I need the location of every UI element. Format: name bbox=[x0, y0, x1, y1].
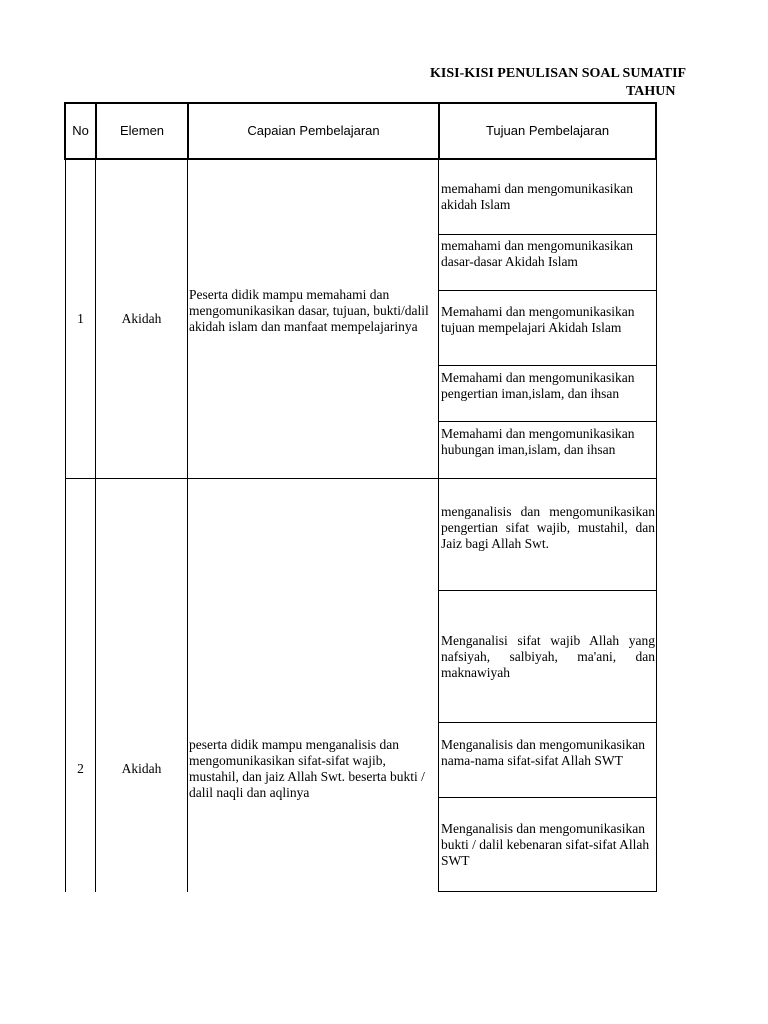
row-1-no: 1 bbox=[77, 311, 84, 326]
title-line-1: KISI-KISI PENULISAN SOAL SUMATIF bbox=[430, 66, 687, 81]
row-1-tujuan-4: Memahami dan mengomunikasikan pengertian iman,islam, dan ihsan bbox=[441, 370, 635, 401]
row-2-tujuan-3: Menganalisis dan mengomunikasikan nama-nama sifat-sifat Allah SWT bbox=[441, 737, 645, 768]
header-tujuan: Tujuan Pembelajaran bbox=[485, 123, 610, 138]
row-1-tujuan-2: memahami dan mengomunikasikan dasar-dasar Akidah Islam bbox=[441, 238, 633, 269]
row-1-tujuan-1: memahami dan mengomunikasikan akidah Islam bbox=[441, 181, 633, 212]
row-1-tujuan-5: Memahami dan mengomunikasikan hubungan iman,islam, dan ihsan bbox=[441, 426, 635, 457]
header-capaian: Capaian Pembelajaran bbox=[247, 123, 380, 138]
row-2-tujuan-1: menganalisis dan mengomunikasikan pengertian sifat wajib, mustahil, dan Jaiz bagi Allah Swt. bbox=[441, 504, 655, 551]
row-2-no: 2 bbox=[77, 761, 84, 776]
row-1-elemen: Akidah bbox=[121, 311, 162, 326]
row-1-tujuan-3: Memahami dan mengomunikasikan tujuan mempelajari Akidah Islam bbox=[441, 304, 635, 335]
row-2-capaian: peserta didik mampu menganalisis dan mengomunikasikan sifat-sifat wajib, mustahil, dan jaiz Allah Swt. beserta bukti / dalil naqli dan aqlinya bbox=[189, 737, 425, 800]
row-2-elemen: Akidah bbox=[121, 761, 162, 776]
title-line-2: TAHUN bbox=[626, 84, 676, 99]
header-no: No bbox=[72, 123, 89, 138]
row-2-tujuan-4: Menganalisis dan mengomunikasikan bukti / dalil kebenaran sifat-sifat Allah SWT bbox=[441, 821, 650, 868]
row-2-tujuan-2: Menganalisi sifat wajib Allah yang nafsiyah, salbiyah, ma'ani, dan maknawiyah bbox=[441, 633, 655, 680]
row-1-capaian: Peserta didik mampu memahami dan mengomunikasikan dasar, tujuan, bukti/dalil akidah islam dan manfaat mempelajarinya bbox=[189, 287, 429, 334]
header-elemen: Elemen bbox=[119, 123, 165, 138]
